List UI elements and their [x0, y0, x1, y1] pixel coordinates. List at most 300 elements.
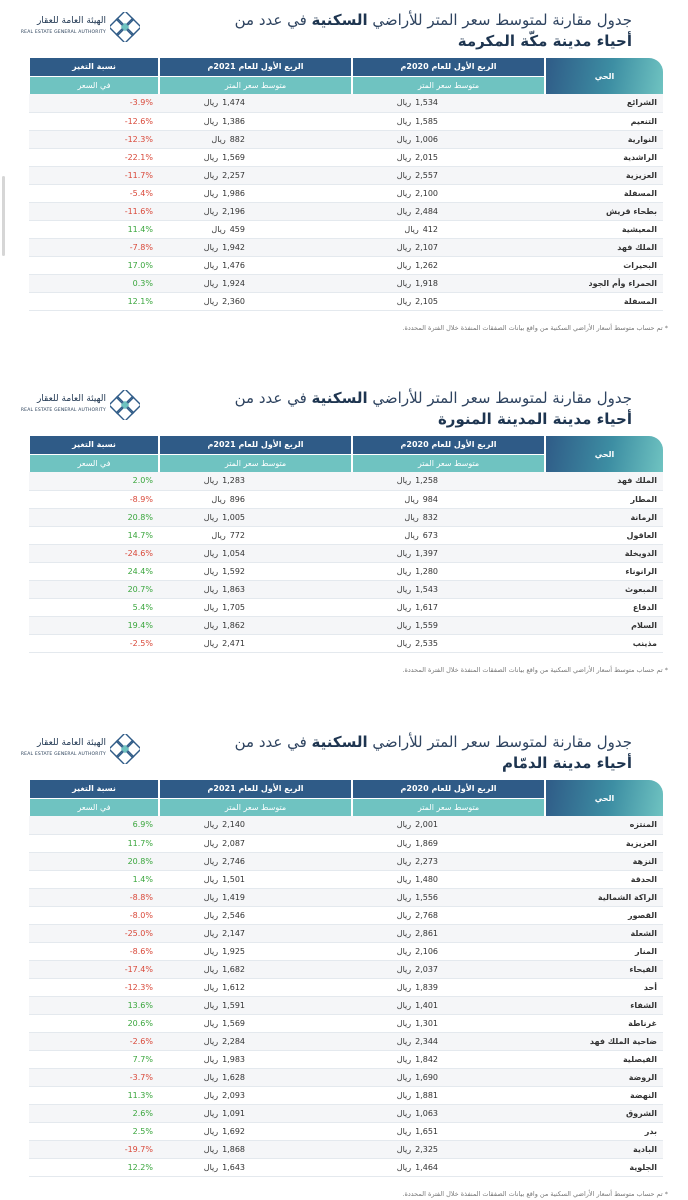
table-row: [29, 1032, 663, 1050]
currency-label: ريال: [203, 1144, 219, 1154]
currency-label: ريال: [396, 566, 412, 576]
change-percent: 11.4%: [29, 220, 159, 238]
neighborhood-name: الحمراء وأم الجود: [545, 274, 663, 292]
neighborhood-name: المسفلة: [545, 184, 663, 202]
change-percent: 7.7%: [29, 1050, 159, 1068]
neighborhood-name: المسفلة: [545, 292, 663, 310]
currency-label: ريال: [203, 838, 219, 848]
title-bold: السكنية: [311, 733, 368, 751]
neighborhood-name: غرناطة: [545, 1014, 663, 1032]
price-2020: [352, 1086, 545, 1104]
price-2020-value: 1,556: [415, 892, 438, 902]
currency-label: ريال: [203, 584, 219, 594]
change-percent: -8.9%: [29, 490, 159, 508]
title-line-1: [235, 388, 632, 408]
change-percent: 20.8%: [29, 852, 159, 870]
currency-label: ريال: [203, 512, 219, 522]
change-percent: 20.7%: [29, 580, 159, 598]
table-row: [29, 1122, 663, 1140]
change-percent: 20.8%: [29, 508, 159, 526]
price-table: [28, 58, 663, 311]
price-2020: [352, 526, 545, 544]
footnote: * تم حساب متوسط أسعار الأراضي السكنية من واقع بيانات الصفقات المنفذة خلال الفترة المحددة.: [402, 324, 668, 332]
authority-name-ar: الهيئة العامة للعقار: [36, 394, 106, 404]
price-2021-value: 1,942: [222, 242, 245, 252]
currency-label: ريال: [203, 820, 219, 830]
title-post: في عدد من: [234, 733, 312, 751]
price-2021-value: 1,476: [222, 260, 245, 270]
table-row: [29, 256, 663, 274]
price-2020-value: 2,100: [415, 188, 438, 198]
currency-label: ريال: [396, 638, 412, 648]
currency-label: ريال: [211, 224, 226, 234]
table-row: [29, 924, 663, 942]
table-row: [29, 834, 663, 852]
currency-label: ريال: [211, 494, 226, 504]
authority-name-en: REAL ESTATE GENERAL AUTHORITY: [20, 752, 106, 757]
price-2020-value: 1,842: [415, 1054, 438, 1064]
neighborhood-name: العاقول: [545, 526, 663, 544]
price-2021: [159, 544, 352, 562]
price-2020-value: 1,262: [415, 260, 438, 270]
price-2020: [352, 490, 545, 508]
price-2021-value: 1,419: [222, 892, 245, 902]
column-header-change: نسبة التغير: [29, 780, 159, 798]
price-2021: [159, 1104, 352, 1122]
price-2021: [159, 1140, 352, 1158]
section-title: [235, 10, 632, 52]
price-2021: [159, 816, 352, 834]
price-2021-value: 1,925: [222, 946, 245, 956]
subheader-avg-price-2021: متوسط سعر المتر: [159, 454, 352, 472]
price-2020-value: 2,344: [415, 1036, 438, 1046]
price-2020: [352, 472, 545, 490]
currency-label: ريال: [203, 1018, 219, 1028]
price-2020-value: 1,651: [415, 1126, 438, 1136]
price-2021-value: 1,501: [222, 874, 245, 884]
section-title: [235, 732, 632, 774]
price-2020: [352, 256, 545, 274]
change-percent: -24.6%: [29, 544, 159, 562]
authority-name-ar: الهيئة العامة للعقار: [36, 16, 106, 26]
change-percent: 12.2%: [29, 1158, 159, 1176]
title-pre: جدول مقارنة لمتوسط سعر المتر للأراضي: [367, 11, 632, 29]
price-2021-value: 1,868: [222, 1144, 245, 1154]
price-2021: [159, 1050, 352, 1068]
price-2021-value: 1,862: [222, 620, 245, 630]
price-2020-value: 1,258: [415, 476, 438, 486]
price-2021: [159, 888, 352, 906]
price-2020: [352, 942, 545, 960]
currency-label: ريال: [203, 152, 219, 162]
change-percent: -11.6%: [29, 202, 159, 220]
price-2021: [159, 238, 352, 256]
price-2020-value: 1,839: [415, 982, 438, 992]
price-2020-value: 2,861: [415, 928, 438, 938]
change-percent: 1.4%: [29, 870, 159, 888]
subheader-avg-price-2020: متوسط سعر المتر: [352, 76, 545, 94]
neighborhood-name: الراكة الشمالية: [545, 888, 663, 906]
price-2021-value: 459: [229, 224, 245, 234]
table-row: [29, 1068, 663, 1086]
currency-label: ريال: [203, 1090, 219, 1100]
neighborhood-name: بدر: [545, 1122, 663, 1140]
table-section-madinah: [0, 378, 688, 674]
currency-label: ريال: [203, 946, 219, 956]
price-2021: [159, 978, 352, 996]
price-2021: [159, 1086, 352, 1104]
authority-name-en: REAL ESTATE GENERAL AUTHORITY: [20, 408, 106, 413]
price-2021: [159, 490, 352, 508]
neighborhood-name: الدويخلة: [545, 544, 663, 562]
change-percent: -8.8%: [29, 888, 159, 906]
currency-label: ريال: [203, 1054, 219, 1064]
currency-label: ريال: [396, 170, 412, 180]
currency-label: ريال: [404, 494, 419, 504]
change-percent: -25.0%: [29, 924, 159, 942]
price-2020-value: 984: [422, 494, 438, 504]
table-row: [29, 1014, 663, 1032]
price-2020-value: 1,543: [415, 584, 438, 594]
change-percent: 12.1%: [29, 292, 159, 310]
currency-label: ريال: [396, 620, 412, 630]
table-row: [29, 978, 663, 996]
price-2020-value: 1,401: [415, 1000, 438, 1010]
change-percent: 6.9%: [29, 816, 159, 834]
title-line-2: أحياء مدينة المدينة المنورة: [437, 410, 632, 428]
price-2021-value: 1,986: [222, 188, 245, 198]
price-2020: [352, 166, 545, 184]
price-2020: [352, 852, 545, 870]
table-row: [29, 870, 663, 888]
price-2021-value: 2,284: [222, 1036, 245, 1046]
price-2021-value: 1,682: [222, 964, 245, 974]
subheader-in-price: في السعر: [29, 454, 159, 472]
neighborhood-name: الرمانة: [545, 508, 663, 526]
change-percent: -12.6%: [29, 112, 159, 130]
price-2020-value: 1,063: [415, 1108, 438, 1118]
price-2020-value: 2,484: [415, 206, 438, 216]
price-2021: [159, 1158, 352, 1176]
currency-label: ريال: [396, 116, 412, 126]
price-2020: [352, 148, 545, 166]
price-2021: [159, 834, 352, 852]
price-2020: [352, 634, 545, 652]
authority-logo: [20, 732, 142, 770]
neighborhood-name: الشعلة: [545, 924, 663, 942]
price-2020: [352, 544, 545, 562]
change-percent: -8.6%: [29, 942, 159, 960]
subheader-avg-price-2020: متوسط سعر المتر: [352, 454, 545, 472]
price-2020-value: 2,325: [415, 1144, 438, 1154]
currency-label: ريال: [396, 134, 412, 144]
price-2020: [352, 1158, 545, 1176]
authority-logo: [20, 388, 142, 426]
price-2020-value: 2,768: [415, 910, 438, 920]
price-2021-value: 2,093: [222, 1090, 245, 1100]
price-2020-value: 412: [422, 224, 438, 234]
neighborhood-name: المنتزه: [545, 816, 663, 834]
price-2020-value: 2,535: [415, 638, 438, 648]
price-table: [28, 780, 663, 1177]
change-percent: -12.3%: [29, 978, 159, 996]
column-header-change: نسبة التغير: [29, 436, 159, 454]
table-row: [29, 202, 663, 220]
price-2021-value: 1,643: [222, 1162, 245, 1172]
title-pre: جدول مقارنة لمتوسط سعر المتر للأراضي: [367, 733, 632, 751]
price-2021: [159, 906, 352, 924]
price-2020-value: 1,397: [415, 548, 438, 558]
currency-label: ريال: [203, 602, 219, 612]
price-2020: [352, 220, 545, 238]
column-header-change: نسبة التغير: [29, 58, 159, 76]
price-2021-value: 1,612: [222, 982, 245, 992]
currency-label: ريال: [203, 170, 219, 180]
table-row: [29, 852, 663, 870]
currency-label: ريال: [203, 1000, 219, 1010]
neighborhood-name: السلام: [545, 616, 663, 634]
currency-label: ريال: [396, 1108, 412, 1118]
price-2020: [352, 870, 545, 888]
currency-label: ريال: [404, 530, 419, 540]
table-row: [29, 634, 663, 652]
currency-label: ريال: [211, 134, 226, 144]
currency-label: ريال: [404, 512, 419, 522]
authority-logo-icon: [110, 12, 140, 42]
price-2021-value: 2,140: [222, 820, 245, 830]
price-2020: [352, 996, 545, 1014]
neighborhood-name: القصور: [545, 906, 663, 924]
currency-label: ريال: [203, 242, 219, 252]
neighborhood-name: ضاحية الملك فهد: [545, 1032, 663, 1050]
column-header-q1-2020: الربع الأول للعام 2020م: [352, 780, 545, 798]
title-line-2: أحياء مدينة مكّة المكرمة: [457, 32, 632, 50]
price-2021-value: 2,147: [222, 928, 245, 938]
title-line-2: أحياء مدينة الدمّام: [502, 754, 632, 772]
price-2021: [159, 166, 352, 184]
currency-label: ريال: [396, 1162, 412, 1172]
price-2021-value: 2,087: [222, 838, 245, 848]
price-2021: [159, 562, 352, 580]
currency-label: ريال: [203, 928, 219, 938]
price-2020-value: 2,037: [415, 964, 438, 974]
change-percent: 0.3%: [29, 274, 159, 292]
price-2020: [352, 202, 545, 220]
table-row: [29, 1104, 663, 1122]
price-2021: [159, 598, 352, 616]
table-body: [29, 472, 663, 652]
currency-label: ريال: [396, 856, 412, 866]
price-2020-value: 1,585: [415, 116, 438, 126]
currency-label: ريال: [396, 476, 412, 486]
price-2021: [159, 852, 352, 870]
price-2021-value: 2,196: [222, 206, 245, 216]
price-2020: [352, 238, 545, 256]
authority-logo: [20, 10, 142, 48]
price-2020: [352, 184, 545, 202]
currency-label: ريال: [211, 530, 226, 540]
change-percent: 11.3%: [29, 1086, 159, 1104]
price-2020: [352, 1014, 545, 1032]
price-2021: [159, 220, 352, 238]
price-2021-value: 1,592: [222, 566, 245, 576]
price-2020-value: 2,107: [415, 242, 438, 252]
currency-label: ريال: [203, 206, 219, 216]
neighborhood-name: الفيصلية: [545, 1050, 663, 1068]
table-row: [29, 148, 663, 166]
neighborhood-name: الجلوية: [545, 1158, 663, 1176]
currency-label: ريال: [203, 856, 219, 866]
change-percent: 5.4%: [29, 598, 159, 616]
price-2021-value: 1,569: [222, 1018, 245, 1028]
currency-label: ريال: [396, 1036, 412, 1046]
price-2021: [159, 130, 352, 148]
table-row: [29, 130, 663, 148]
price-2021: [159, 184, 352, 202]
table-row: [29, 94, 663, 112]
title-post: في عدد من: [234, 389, 312, 407]
table-row: [29, 292, 663, 310]
price-2021-value: 896: [229, 494, 245, 504]
table-section-dammam: [0, 722, 688, 1198]
price-2020: [352, 580, 545, 598]
table-row: [29, 544, 663, 562]
change-percent: -22.1%: [29, 148, 159, 166]
neighborhood-name: الراشدية: [545, 148, 663, 166]
currency-label: ريال: [396, 260, 412, 270]
price-2020: [352, 924, 545, 942]
neighborhood-name: الملك فهد: [545, 238, 663, 256]
column-header-q1-2021: الربع الأول للعام 2021م: [159, 436, 352, 454]
price-2020-value: 2,105: [415, 296, 438, 306]
neighborhood-name: المنار: [545, 942, 663, 960]
currency-label: ريال: [396, 1054, 412, 1064]
neighborhood-name: الروضة: [545, 1068, 663, 1086]
column-header-neighborhood: الحي: [545, 780, 663, 816]
title-post: في عدد من: [234, 11, 312, 29]
currency-label: ريال: [396, 1144, 412, 1154]
price-2021-value: 2,546: [222, 910, 245, 920]
price-2020: [352, 112, 545, 130]
price-2020: [352, 292, 545, 310]
neighborhood-name: العزيزية: [545, 834, 663, 852]
price-2021: [159, 526, 352, 544]
currency-label: ريال: [396, 152, 412, 162]
price-2021: [159, 256, 352, 274]
currency-label: ريال: [404, 224, 419, 234]
price-2021-value: 1,692: [222, 1126, 245, 1136]
column-header-q1-2021: الربع الأول للعام 2021م: [159, 58, 352, 76]
currency-label: ريال: [203, 620, 219, 630]
subheader-avg-price-2020: متوسط سعر المتر: [352, 798, 545, 816]
subheader-avg-price-2021: متوسط سعر المتر: [159, 798, 352, 816]
price-2021: [159, 472, 352, 490]
currency-label: ريال: [203, 1126, 219, 1136]
table-row: [29, 580, 663, 598]
price-2021-value: 1,005: [222, 512, 245, 522]
table-row: [29, 1158, 663, 1176]
price-2021-value: 1,983: [222, 1054, 245, 1064]
neighborhood-name: المعيشية: [545, 220, 663, 238]
table-row: [29, 942, 663, 960]
price-2021: [159, 148, 352, 166]
neighborhood-name: الملك فهد: [545, 472, 663, 490]
change-percent: 14.7%: [29, 526, 159, 544]
table-row: [29, 166, 663, 184]
column-header-q1-2020: الربع الأول للعام 2020م: [352, 58, 545, 76]
price-2021: [159, 634, 352, 652]
price-2021: [159, 94, 352, 112]
price-2021-value: 2,257: [222, 170, 245, 180]
price-2020: [352, 816, 545, 834]
price-2020: [352, 1068, 545, 1086]
change-percent: 2.5%: [29, 1122, 159, 1140]
section-header: [0, 0, 688, 58]
price-2021: [159, 274, 352, 292]
price-2020-value: 1,280: [415, 566, 438, 576]
price-2021-value: 2,746: [222, 856, 245, 866]
title-line-1: [235, 732, 632, 752]
subheader-in-price: في السعر: [29, 798, 159, 816]
price-table: [28, 436, 663, 653]
currency-label: ريال: [396, 1126, 412, 1136]
price-2020-value: 2,001: [415, 820, 438, 830]
currency-label: ريال: [396, 602, 412, 612]
price-2020-value: 1,918: [415, 278, 438, 288]
price-2021-value: 1,591: [222, 1000, 245, 1010]
price-2020-value: 1,464: [415, 1162, 438, 1172]
column-header-q1-2020: الربع الأول للعام 2020م: [352, 436, 545, 454]
authority-logo-icon: [110, 390, 140, 420]
currency-label: ريال: [396, 910, 412, 920]
table-row: [29, 1050, 663, 1068]
table-row: [29, 490, 663, 508]
table-body: [29, 816, 663, 1176]
scrollbar[interactable]: [2, 176, 5, 256]
price-2020: [352, 1104, 545, 1122]
price-2020: [352, 906, 545, 924]
price-2020: [352, 274, 545, 292]
price-2020-value: 2,273: [415, 856, 438, 866]
table-row: [29, 184, 663, 202]
authority-name-ar: الهيئة العامة للعقار: [36, 738, 106, 748]
change-percent: -3.9%: [29, 94, 159, 112]
currency-label: ريال: [203, 476, 219, 486]
currency-label: ريال: [396, 296, 412, 306]
price-2020-value: 1,559: [415, 620, 438, 630]
price-2021: [159, 1014, 352, 1032]
price-2021-value: 882: [229, 134, 245, 144]
table-row: [29, 816, 663, 834]
price-2021: [159, 508, 352, 526]
currency-label: ريال: [203, 296, 219, 306]
table-section-makkah: [0, 0, 688, 332]
price-2021: [159, 870, 352, 888]
currency-label: ريال: [203, 98, 219, 108]
price-2020-value: 673: [422, 530, 438, 540]
price-2021-value: 1,705: [222, 602, 245, 612]
currency-label: ريال: [396, 548, 412, 558]
currency-label: ريال: [203, 548, 219, 558]
table-row: [29, 1086, 663, 1104]
price-2020-value: 1,006: [415, 134, 438, 144]
change-percent: -11.7%: [29, 166, 159, 184]
price-2020: [352, 562, 545, 580]
currency-label: ريال: [203, 1072, 219, 1082]
change-percent: 17.0%: [29, 256, 159, 274]
title-pre: جدول مقارنة لمتوسط سعر المتر للأراضي: [367, 389, 632, 407]
currency-label: ريال: [396, 1090, 412, 1100]
